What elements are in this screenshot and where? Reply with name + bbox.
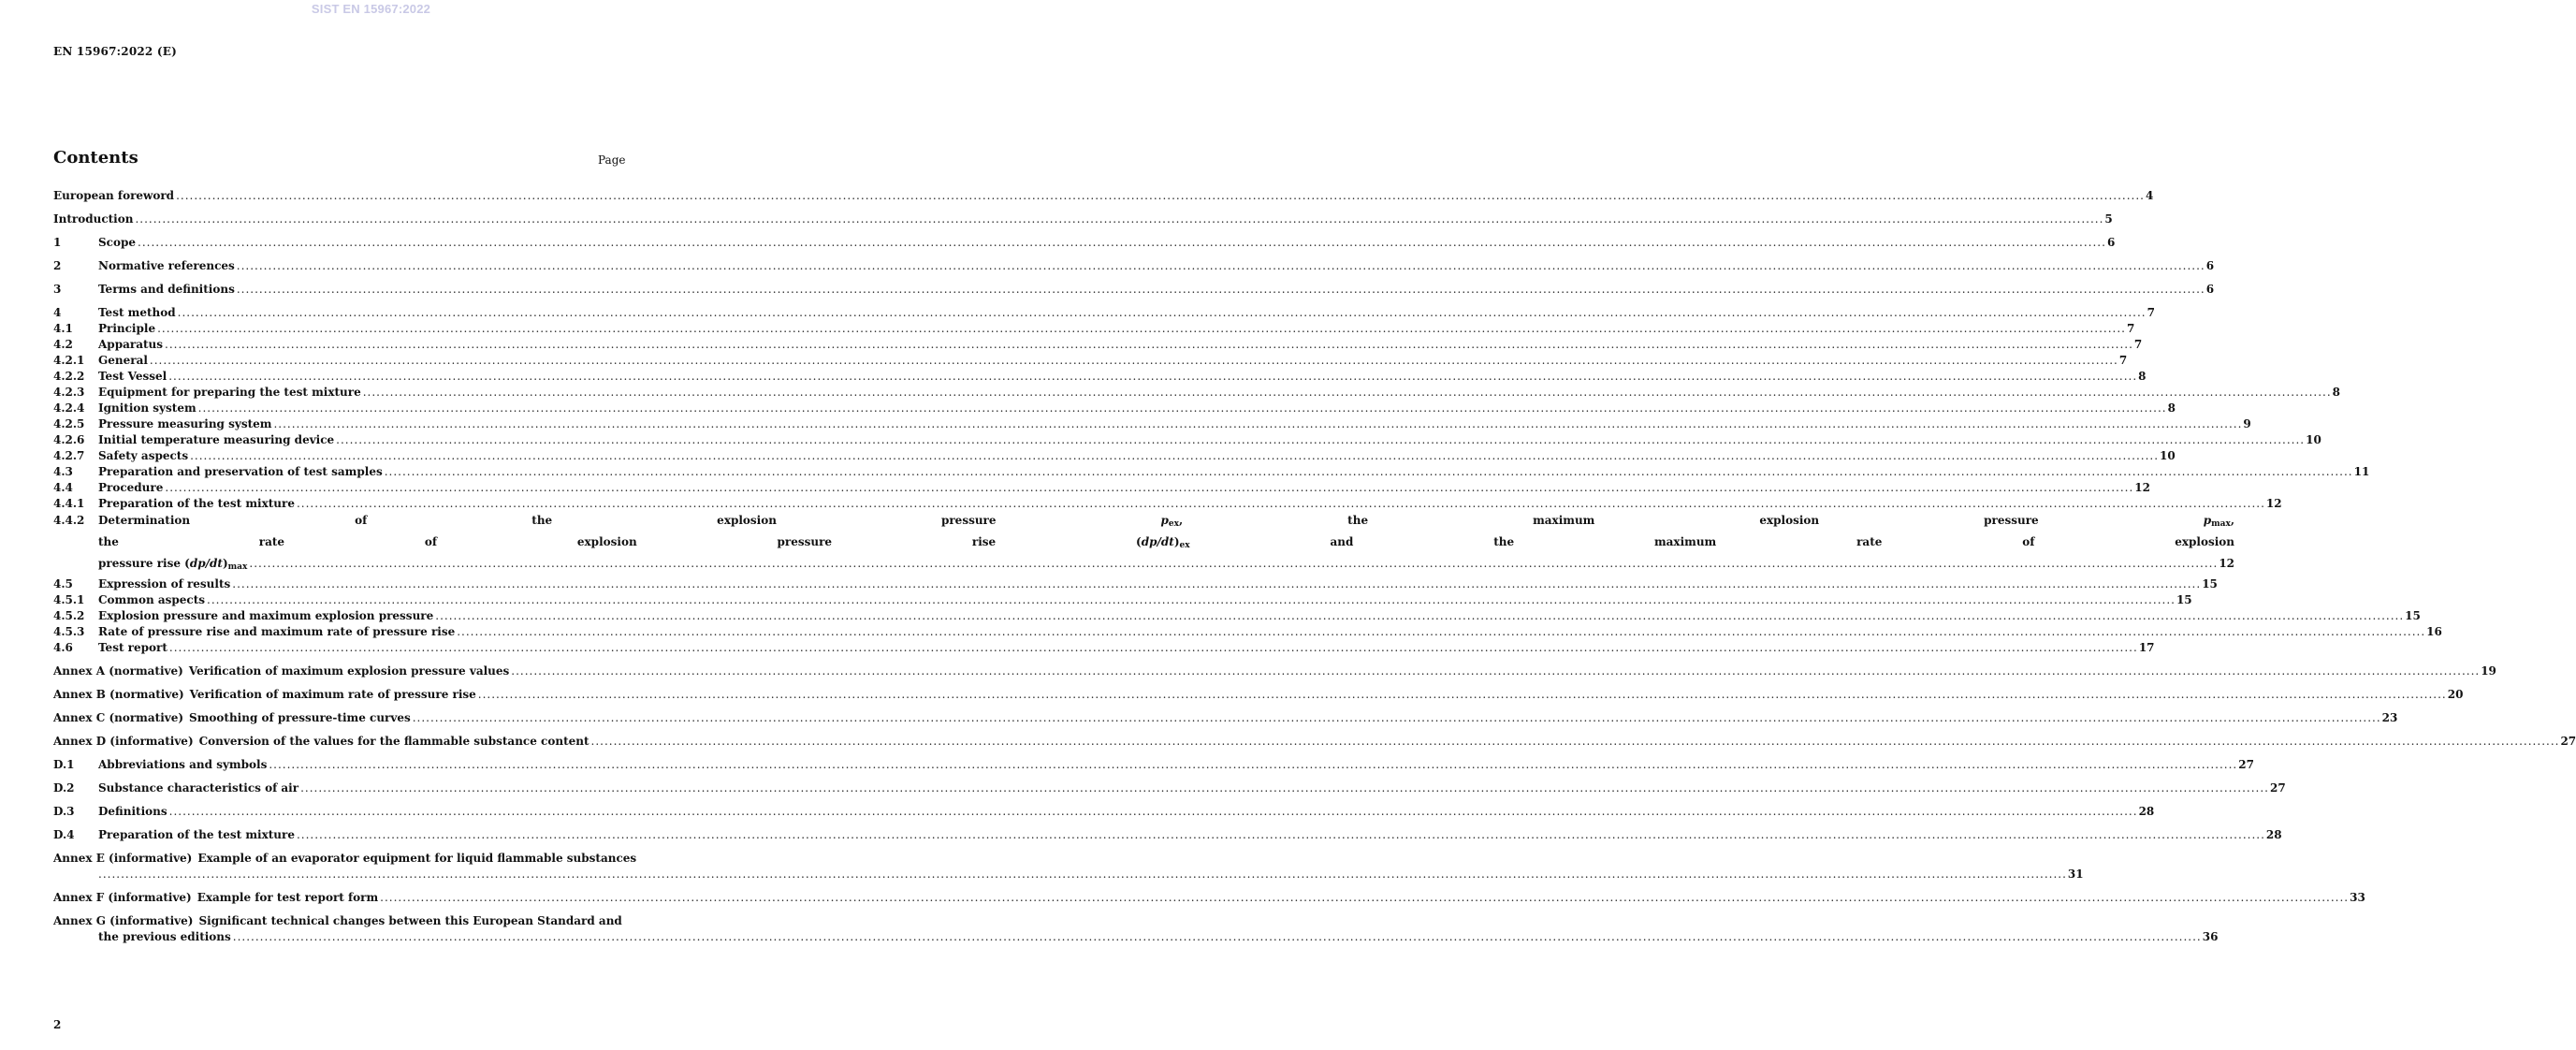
- toc-page-number: 28: [2138, 805, 2155, 818]
- dot-leader: [249, 555, 2218, 573]
- toc-page-number: 19: [2481, 664, 2496, 678]
- toc-page-number: 7: [2147, 306, 2155, 319]
- toc-page-number: 31: [2067, 868, 2084, 881]
- dot-leader: [138, 235, 2106, 251]
- toc-page-number: 12: [2219, 557, 2235, 570]
- toc-page-number: 4: [2146, 189, 2154, 202]
- toc-entry-title: Explosion pressure and maximum explosion pressure: [98, 609, 434, 622]
- dot-leader: [233, 929, 2202, 945]
- toc-section-number: D.4: [53, 828, 75, 841]
- toc-entry-title: Abbreviations and symbols: [98, 758, 268, 771]
- symbol-dpdt: dp/dt: [1141, 535, 1174, 548]
- toc-entry-title: Test Vessel: [98, 370, 167, 383]
- toc-entry-4-2[interactable]: [53, 337, 2143, 353]
- toc-page-number: 28: [2265, 828, 2282, 841]
- toc-entry-line-1: [98, 512, 2234, 533]
- toc-entry-4-2-2[interactable]: [53, 369, 2147, 385]
- toc-page-number: 7: [2133, 338, 2143, 351]
- toc-entry-4-6[interactable]: [53, 640, 2155, 656]
- toc-section-number: D.1: [53, 758, 75, 771]
- toc-entry-1[interactable]: [53, 235, 2116, 251]
- toc-page-number: 17: [2138, 641, 2155, 654]
- dot-leader: [190, 448, 2159, 464]
- toc-text-part: , the maximum explosion pressure: [1179, 514, 2204, 527]
- dot-leader: [169, 804, 2138, 820]
- dot-leader: [413, 710, 2381, 726]
- dot-leader: [363, 385, 2332, 401]
- dot-leader: [237, 282, 2205, 298]
- toc-page-number: 5: [2104, 212, 2113, 226]
- toc-entry-4-2-3[interactable]: [53, 385, 2340, 401]
- toc-entry-4-2-4[interactable]: [53, 401, 2176, 416]
- subscript-ex: ex: [1168, 519, 1179, 529]
- toc-page-number: 8: [2138, 370, 2147, 383]
- toc-entry-title: [98, 555, 247, 576]
- toc-entry-d-4[interactable]: [53, 827, 2282, 843]
- toc-entry-annex-f[interactable]: [53, 890, 2365, 906]
- toc-text-part: ,: [2230, 514, 2235, 527]
- toc-section-number: 4.2.6: [53, 433, 85, 446]
- table-of-contents: [53, 188, 2576, 945]
- toc-entry-title: Smoothing of pressure-time curves: [189, 711, 411, 724]
- toc-page-number: 7: [2118, 354, 2128, 367]
- toc-page-number: 23: [2381, 711, 2398, 724]
- toc-entry-title: Procedure: [98, 481, 164, 494]
- toc-entry-annex-g[interactable]: [53, 913, 2219, 945]
- toc-page-number: 10: [2160, 449, 2176, 462]
- dot-leader: [207, 592, 2176, 608]
- toc-section-number: 4.2.7: [53, 449, 85, 462]
- toc-section-number: 4.2: [53, 338, 73, 351]
- toc-text-part: ): [1173, 535, 1180, 548]
- toc-entry-title: Verification of maximum rate of pressure rise: [189, 688, 476, 701]
- dot-leader: [273, 416, 2242, 432]
- toc-page-number: 6: [2205, 259, 2215, 272]
- toc-section-number: 4.5: [53, 577, 73, 591]
- toc-entry-title: Definitions: [98, 805, 167, 818]
- toc-page-number: 27: [2270, 781, 2286, 795]
- dot-leader: [380, 890, 2349, 906]
- toc-page-number: 7: [2127, 322, 2135, 335]
- toc-entry-annex-d[interactable]: [53, 734, 2576, 750]
- toc-section-number: 4.4: [53, 481, 73, 494]
- toc-entry-d-2[interactable]: [53, 780, 2286, 796]
- toc-entry-title: Terms and definitions: [98, 283, 235, 296]
- dot-leader: [176, 188, 2145, 204]
- dot-leader: [511, 664, 2480, 679]
- annex-label: Annex G (informative): [53, 914, 194, 927]
- toc-section-number: D.2: [53, 781, 75, 795]
- toc-page-number: 6: [2205, 283, 2215, 296]
- toc-entry-4-2-7[interactable]: [53, 448, 2176, 464]
- toc-entry-4-4[interactable]: [53, 480, 2150, 496]
- toc-entry-2[interactable]: [53, 258, 2215, 274]
- toc-section-number: 4.2.2: [53, 370, 85, 383]
- toc-entry-title: Introduction: [53, 212, 134, 226]
- toc-entry-annex-a[interactable]: [53, 664, 2496, 679]
- toc-entry-title: Safety aspects: [98, 449, 189, 462]
- toc-entry-title: Ignition system: [98, 401, 196, 415]
- toc-section-number: 1: [53, 236, 62, 249]
- toc-entry-4-2-6[interactable]: [53, 432, 2321, 448]
- toc-entry-title: Preparation and preservation of test samples: [98, 465, 383, 478]
- toc-entry-title: Test report: [98, 641, 167, 654]
- toc-section-number: D.3: [53, 805, 75, 818]
- toc-entry-line-2: [53, 929, 2219, 945]
- toc-entry-d-1[interactable]: [53, 757, 2254, 773]
- toc-section-number: 4.5.1: [53, 593, 85, 606]
- toc-entry-line-2: [98, 533, 2234, 555]
- dot-leader: [269, 757, 2237, 773]
- toc-entry-4-3[interactable]: [53, 464, 2370, 480]
- toc-section-number: 4.4.2: [53, 514, 85, 527]
- toc-entry-4-2-5[interactable]: [53, 416, 2251, 432]
- dot-leader: [178, 305, 2147, 321]
- toc-entry-title: General: [98, 354, 148, 367]
- toc-entry-title: Test method: [98, 306, 176, 319]
- dot-leader: [198, 401, 2167, 416]
- toc-text-part: ): [222, 557, 228, 570]
- toc-entry-title: Apparatus: [98, 338, 163, 351]
- contents-title: Contents: [53, 148, 138, 168]
- dot-leader: [478, 687, 2447, 703]
- dot-leader: [168, 369, 2137, 385]
- toc-entry-title: Initial temperature measuring device: [98, 433, 335, 446]
- dot-leader: [237, 258, 2205, 274]
- toc-text-part: the rate of explosion pressure rise (: [98, 535, 1142, 548]
- annex-label: Annex E (informative): [53, 852, 193, 865]
- annex-label: Annex D (informative): [53, 735, 194, 748]
- dot-leader: [135, 211, 2103, 227]
- toc-page-number: 20: [2447, 688, 2464, 701]
- toc-entry-title: Example of an evaporator equipment for liquid flammable substances: [197, 852, 637, 865]
- toc-page-number: 15: [2176, 593, 2192, 606]
- toc-page-number: 12: [2265, 497, 2282, 510]
- toc-section-number: 4.4.1: [53, 497, 85, 510]
- toc-text-part: Determination of the explosion pressure: [98, 514, 1161, 527]
- dot-leader: [457, 624, 2425, 640]
- toc-entry-title: Pressure measuring system: [98, 417, 272, 430]
- annex-label: Annex C (normative): [53, 711, 184, 724]
- toc-entry-title: Scope: [98, 236, 137, 249]
- document-id: EN 15967:2022 (E): [53, 45, 177, 58]
- dot-leader: [232, 576, 2201, 592]
- toc-entry-title: Normative references: [98, 259, 235, 272]
- toc-entry-introduction[interactable]: [53, 211, 2113, 227]
- toc-page-number: 6: [2106, 236, 2116, 249]
- toc-page-number: 33: [2350, 891, 2365, 904]
- toc-entry-title: Substance characteristics of air: [98, 781, 299, 795]
- annex-label: Annex B (normative): [53, 688, 184, 701]
- toc-entry-d-3[interactable]: [53, 804, 2155, 820]
- toc-section-number: 4.2.5: [53, 417, 85, 430]
- toc-section-number: 4.5.2: [53, 609, 85, 622]
- toc-page-number: 36: [2202, 930, 2219, 943]
- toc-entry-4-4-1[interactable]: [53, 496, 2282, 512]
- toc-entry-title: Preparation of the test mixture: [98, 828, 295, 841]
- toc-entry-title: European foreword: [53, 189, 175, 202]
- dot-leader: [165, 337, 2133, 353]
- toc-entry-title: Equipment for preparing the test mixture: [98, 386, 361, 399]
- toc-entry-3[interactable]: [53, 282, 2215, 298]
- toc-entry-line-1: [53, 913, 629, 929]
- subscript-ex: ex: [1179, 541, 1190, 550]
- toc-page-number: 8: [2167, 401, 2176, 415]
- toc-entry-title: Principle: [98, 322, 156, 335]
- annex-label: Annex A (normative): [53, 664, 183, 678]
- dot-leader: [385, 464, 2353, 480]
- dot-leader: [300, 780, 2269, 796]
- toc-section-number: 4.2.4: [53, 401, 85, 415]
- dot-leader: [169, 640, 2138, 656]
- subscript-max: max: [2211, 519, 2231, 529]
- toc-page-number: 15: [2405, 609, 2421, 622]
- toc-section-number: 4.2.1: [53, 354, 85, 367]
- toc-page-number: 15: [2202, 577, 2218, 591]
- toc-entry-annex-e[interactable]: [53, 851, 2084, 882]
- dot-leader: [165, 480, 2133, 496]
- toc-entry-title: Conversion of the values for the flammable substance content: [198, 735, 589, 748]
- page-number: 2: [53, 1018, 62, 1031]
- toc-entry-line-3: [98, 555, 2234, 576]
- toc-entry-annex-b[interactable]: [53, 687, 2464, 703]
- toc-section-number: 4.2.3: [53, 386, 85, 399]
- toc-entry-line-2: [53, 867, 2084, 882]
- toc-entry-title: the previous editions: [98, 930, 231, 943]
- toc-entry-4[interactable]: [53, 305, 2155, 321]
- toc-entry-title: Expression of results: [98, 577, 231, 591]
- toc-entry-4-1[interactable]: [53, 321, 2135, 337]
- toc-entry-foreword[interactable]: [53, 188, 2154, 204]
- symbol-dpdt: dp/dt: [189, 557, 223, 570]
- toc-page-number: 27: [2238, 758, 2254, 771]
- symbol-p: p: [1160, 514, 1169, 527]
- toc-entry-title: Rate of pressure rise and maximum rate of pressure rise: [98, 625, 456, 638]
- watermark: SIST EN 15967:2022: [311, 2, 431, 16]
- toc-section-number: 2: [53, 259, 62, 272]
- toc-entry-4-2-1[interactable]: [53, 353, 2128, 369]
- toc-section-number: 3: [53, 283, 62, 296]
- toc-page-number: 11: [2353, 465, 2370, 478]
- toc-page-number: 10: [2306, 433, 2321, 446]
- toc-entry-title: Significant technical changes between this European Standard and: [198, 914, 622, 927]
- toc-entry-title: Verification of maximum explosion pressure values: [188, 664, 510, 678]
- toc-page-number: 12: [2134, 481, 2150, 494]
- toc-section-number: 4.6: [53, 641, 73, 654]
- toc-entry-4-4-2[interactable]: [53, 512, 2235, 576]
- toc-page-number: 8: [2332, 386, 2340, 399]
- toc-page-number: 9: [2243, 417, 2251, 430]
- toc-entry-4-5-3[interactable]: [53, 624, 2442, 640]
- dot-leader: [98, 867, 2067, 882]
- toc-page-number: 27: [2560, 735, 2576, 748]
- toc-section-number: 4.3: [53, 465, 73, 478]
- toc-entry-4-5-2[interactable]: [53, 608, 2421, 624]
- dot-leader: [336, 432, 2305, 448]
- toc-entry-title: Preparation of the test mixture: [98, 497, 295, 510]
- toc-entry-line-1: [53, 851, 637, 867]
- dot-leader: [157, 321, 2126, 337]
- subscript-max: max: [227, 562, 248, 572]
- toc-text-part: pressure rise (: [98, 557, 190, 570]
- toc-text-part: and the maximum rate of explosion: [1189, 535, 2235, 548]
- toc-entry-4-5[interactable]: [53, 576, 2218, 592]
- dot-leader: [435, 608, 2404, 624]
- annex-label: Annex F (informative): [53, 891, 192, 904]
- toc-section-number: 4: [53, 306, 62, 319]
- toc-section-number: 4.5.3: [53, 625, 85, 638]
- toc-page-number: 16: [2426, 625, 2442, 638]
- page-column-label: Page: [598, 153, 626, 167]
- toc-entry-4-5-1[interactable]: [53, 592, 2192, 608]
- dot-leader: [591, 734, 2560, 750]
- dot-leader: [150, 353, 2118, 369]
- symbol-p: p: [2203, 514, 2212, 527]
- toc-entry-annex-c[interactable]: [53, 710, 2398, 726]
- dot-leader: [297, 827, 2265, 843]
- toc-entry-title: Common aspects: [98, 593, 206, 606]
- dot-leader: [297, 496, 2265, 512]
- toc-entry-title: Example for test report form: [196, 891, 379, 904]
- toc-section-number: 4.1: [53, 322, 73, 335]
